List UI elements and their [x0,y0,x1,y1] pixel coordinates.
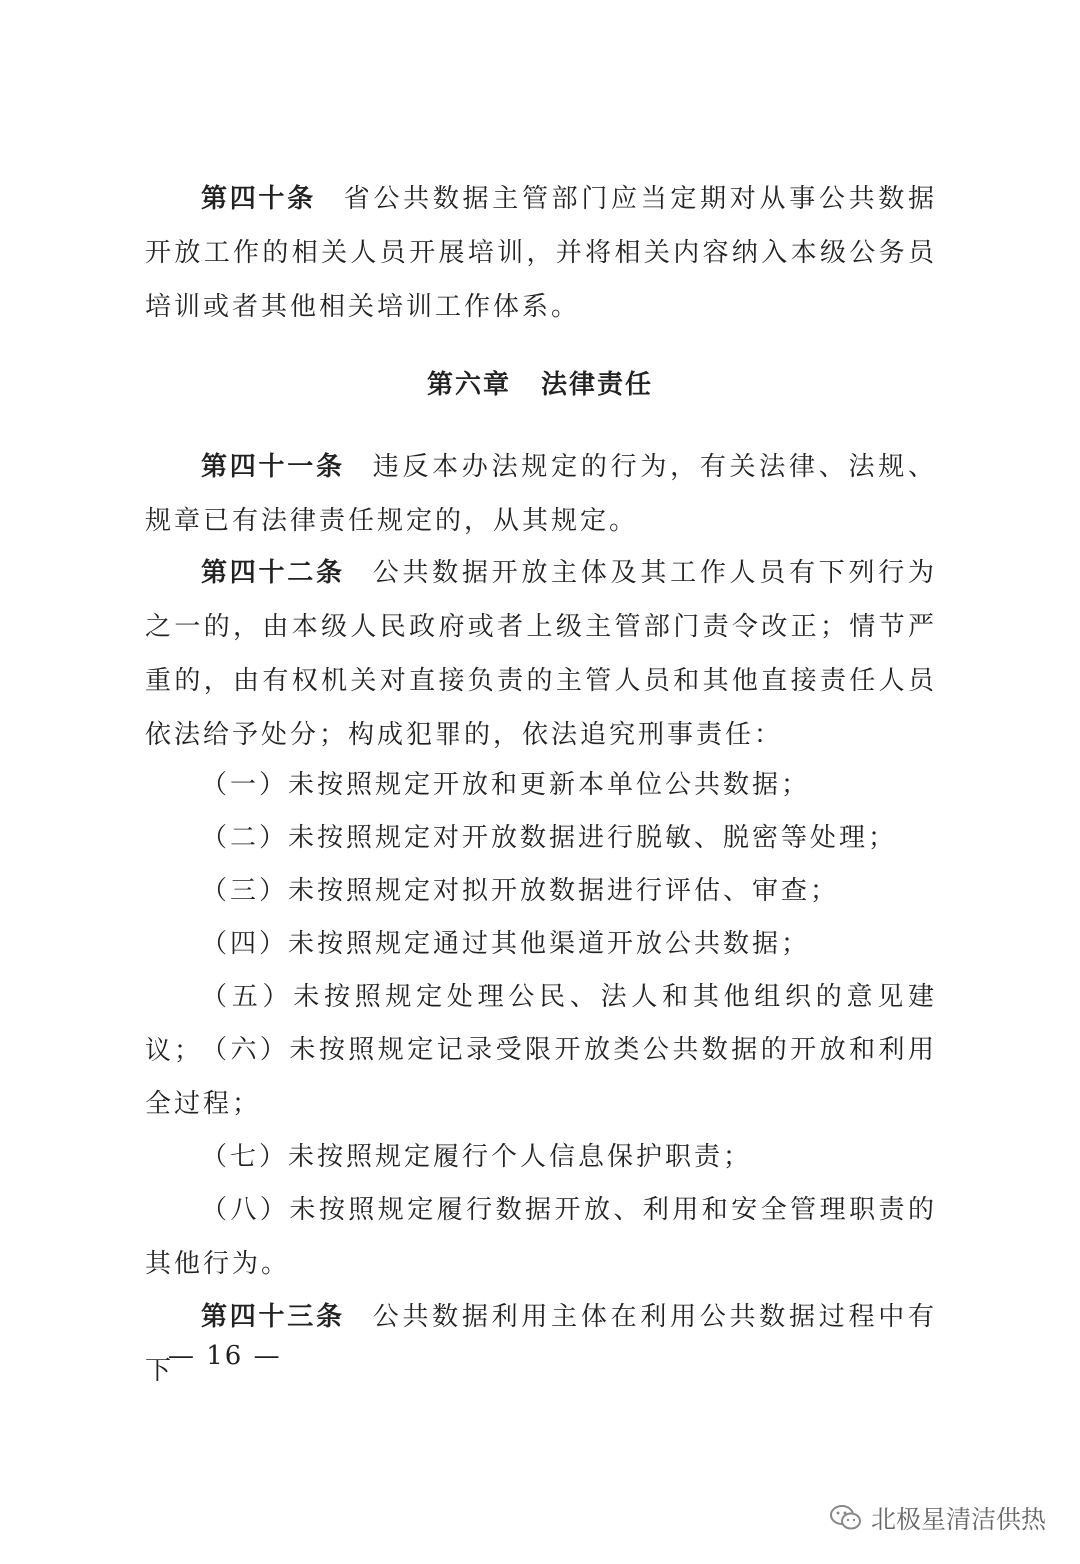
article-41 [145,440,937,548]
chapter-number: 第六章 [426,370,511,400]
article-40 [145,172,937,334]
article-42-item-8: （八）未按照规定履行数据开放、利用和安全管理职责的其他行为。 [145,1195,937,1279]
article-42-item-6: （六）未按照规定记录受限开放类公共数据的开放和利用全过程； [145,1035,937,1119]
chapter-heading [0,358,1080,412]
article-42-item-2: （二）未按照规定对开放数据进行脱敏、脱密等处理； [201,823,898,853]
watermark [829,1500,1046,1536]
watermark-text: 北极星清洁供热 [870,1505,1046,1534]
article-40-heading: 第四十条 [201,184,316,214]
article-42-text: 公共数据开放主体及其工作人员有下列行为之一的，由本级人民政府或者上级主管部门责令改正；情节严重的，由有权机关对直接负责的主管人员和其他直接责任人员依法给予处分；构成犯罪的，依法追究刑事责任： [145,558,937,750]
article-42-heading: 第四十二条 [201,558,345,588]
article-42-item-3: （三）未按照规定对拟开放数据进行评估、审查； [201,876,840,906]
article-40-text: 省公共数据主管部门应当定期对从事公共数据开放工作的相关人员开展培训，并将相关内容纳入本级公务员培训或者其他相关培训工作体系。 [145,184,937,322]
article-42-item-4: （四）未按照规定通过其他渠道开放公共数据； [201,929,811,959]
page-number: — 16 — [168,1341,282,1371]
wechat-icon [829,1503,863,1533]
article-43-text: 公共数据利用主体在利用公共数据过程中有下 [145,1302,937,1386]
article-42-item-7: （七）未按照规定履行个人信息保护职责； [201,1142,753,1172]
article-42 [145,546,937,762]
article-41-heading: 第四十一条 [201,452,345,482]
article-42-item-1: （一）未按照规定开放和更新本单位公共数据； [201,770,811,800]
chapter-title: 法律责任 [541,370,654,400]
article-42-item-5: （五）未按照规定处理公民、法人和其他组织的意见建议； [145,982,937,1066]
article-43-heading: 第四十三条 [201,1302,345,1332]
article-41-text: 违反本办法规定的行为，有关法律、法规、规章已有法律责任规定的，从其规定。 [145,452,937,536]
